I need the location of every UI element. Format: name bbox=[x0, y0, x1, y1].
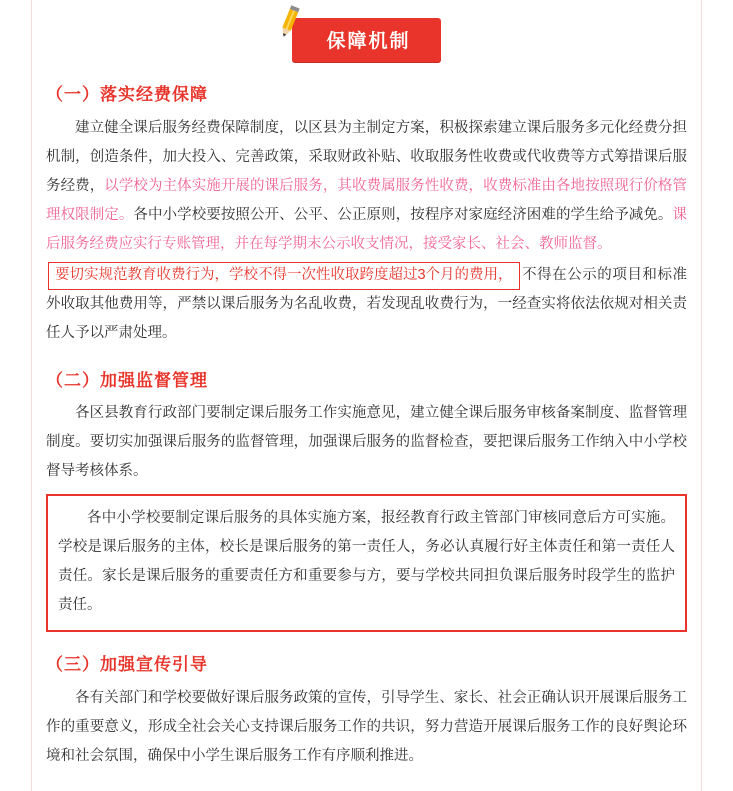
section-banner bbox=[292, 18, 440, 62]
text-run: 不得在公示的项目和标准外收取其他费用等，严禁以课后服务为名乱收费，若发现乱收费行为，一经查实将依法依规对相关责任人予以严肃处理。 bbox=[46, 266, 687, 341]
text-run: 建立健全课后服务经费保障制度，以区县为主制定方案，积极探索建立课后服务多元化经费分担机制，创造条件，加大投入、完善政策，采取财政补贴、收取服务性收费或代收费等方式筹措课后服务经费， bbox=[46, 119, 687, 194]
text-run: 各有关部门和学校要做好课后服务政策的宣传，引导学生、家长、社会正确认识开展课后服务工作的重要意义，形成全社会关心支持课后服务工作的共识，努力营造开展课后服务工作的良好舆论环境和社会氛围，确保中小学生课后服务工作有序顺利推进。 bbox=[46, 689, 687, 764]
paragraph-supervision-1 bbox=[46, 399, 687, 486]
text-run-highlight: 课后服务经费应实行专账管理，并在每学期末公示收支情况，接受家长、社会、教师监督。 bbox=[46, 206, 687, 252]
paragraph-funding-2 bbox=[46, 261, 687, 348]
text-run: 各中小学校要制定课后服务的具体实施方案，报经教育行政主管部门审核同意后方可实施。学校是课后服务的主体，校长是课后服务的第一责任人，务必认真履行好主体责任和第一责任人责任。家长是课后服务的重要责任方和重要参与方，要与学校共同担负课后服务时段学生的监护责任。 bbox=[58, 510, 675, 614]
pencil-icon bbox=[276, 4, 304, 40]
text-run: 各中小学校要按照公开、公平、公正原则，按程序对家庭经济困难的学生给予减免。 bbox=[133, 206, 673, 223]
boxed-emphasis-text: 要切实规范教育收费行为，学校不得一次性收取跨度超过3个月的费用， bbox=[48, 262, 520, 290]
paragraph-supervision-boxed bbox=[58, 504, 675, 620]
banner-title: 保障机制 bbox=[326, 31, 411, 52]
paragraph-funding-1 bbox=[46, 114, 687, 259]
text-run: 各区县教育行政部门要制定课后服务工作实施意见，建立健全课后服务审核备案制度、监督管理制度。要切实加强课后服务的监督管理，加强课后服务的监督检查，要把课后服务工作纳入中小学校督导考核体系。 bbox=[46, 405, 687, 480]
section-heading-supervision: （二）加强监督管理 bbox=[46, 370, 208, 390]
banner-container bbox=[46, 0, 687, 78]
section-heading-funding: （一）落实经费保障 bbox=[46, 85, 208, 104]
section-heading-publicity: （三）加强宣传引导 bbox=[46, 655, 208, 675]
boxed-paragraph-supervision bbox=[46, 494, 687, 632]
text-run-highlight: 以学校为主体实施开展的课后服务，其收费属服务性收费，收费标准由各地按照现行价格管理权限制定。 bbox=[46, 177, 687, 223]
paragraph-publicity-1 bbox=[46, 684, 687, 771]
